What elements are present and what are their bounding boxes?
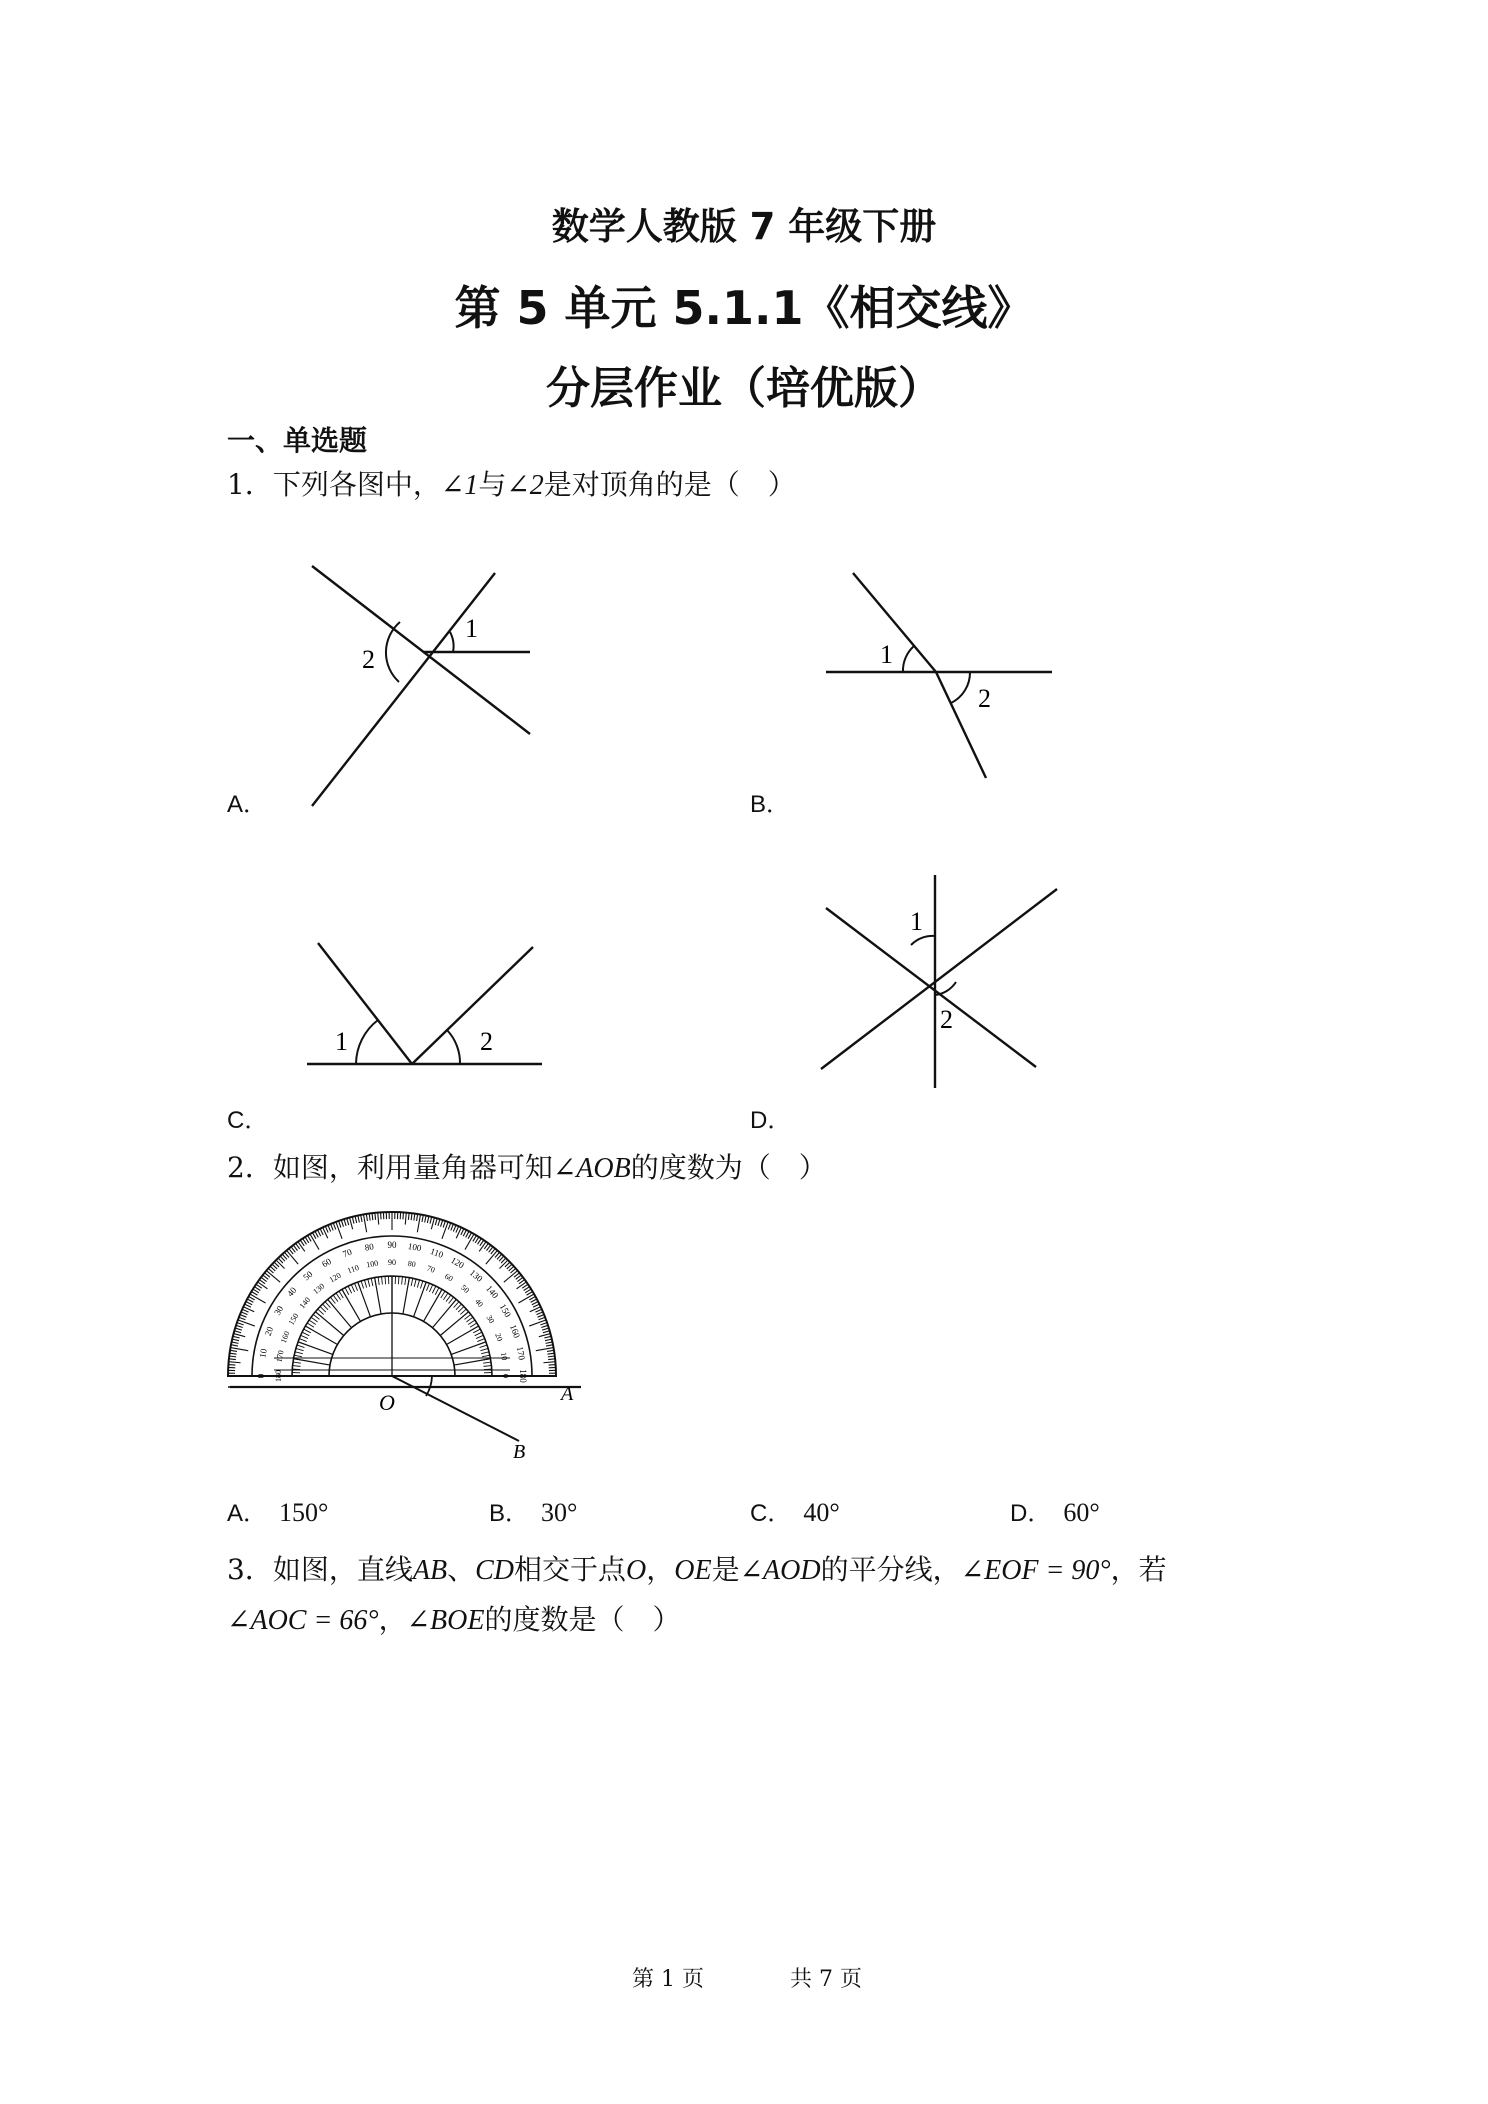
protractor-label-o: O (379, 1390, 395, 1415)
protractor-outer-tick-label: 150 (497, 1302, 514, 1319)
section-heading: 一、单选题 (227, 424, 368, 457)
protractor-inner-tick-label: 90 (388, 1257, 396, 1267)
q2-option-d-letter: D． (1010, 1500, 1052, 1527)
q2-option-b[interactable] (489, 1493, 577, 1528)
q3-text: 的平分线， (820, 1553, 961, 1586)
protractor-inner-tick-label: 80 (407, 1258, 417, 1270)
protractor-label-a: A (561, 1383, 574, 1405)
protractor-outer-tick-label: 140 (484, 1283, 501, 1301)
q2-option-c-value: 40° (803, 1498, 840, 1527)
q3-text: 是 (711, 1553, 740, 1586)
protractor-inner-tick-label: 20 (493, 1331, 505, 1343)
protractor-inner-tick-label: 150 (286, 1311, 301, 1327)
protractor-outer-tick-label: 120 (449, 1254, 466, 1271)
q3-ray-oe: OE (674, 1555, 712, 1586)
protractor-outer-tick-label: 10 (257, 1347, 269, 1359)
q3-text: ， (646, 1553, 675, 1586)
q2-option-c-letter: C． (750, 1500, 792, 1527)
q1-stem-b: 是对顶角的是（ ） (543, 468, 796, 501)
protractor-outer-tick-label: 180 (517, 1369, 528, 1383)
q2-stem-a: 如图，利用量角器可知 (272, 1151, 553, 1184)
q2-stem-b: 的度数为（ ） (630, 1151, 827, 1184)
protractor-inner-tick-label: 110 (346, 1262, 361, 1276)
protractor-outer-tick-label: 60 (320, 1256, 333, 1270)
protractor-inner-tick-label: 40 (473, 1296, 486, 1309)
protractor-outer-tick-label: 100 (407, 1240, 423, 1254)
protractor-outer-tick-label: 70 (341, 1246, 354, 1260)
fig-b-label-2: 2 (978, 684, 991, 713)
question-3-line-1 (227, 1550, 1167, 1591)
protractor-outer-tick-label: 40 (284, 1285, 299, 1299)
protractor-outer-tick-label: 160 (508, 1323, 523, 1340)
q2-option-d[interactable] (1010, 1493, 1100, 1528)
q2-protractor-figure (225, 1210, 585, 1465)
q1-figure-a (290, 550, 550, 820)
q2-option-b-value: 30° (541, 1498, 578, 1527)
footer-total-pages: 共 7 页 (790, 1967, 862, 1992)
q2-number: 2． (227, 1151, 273, 1184)
q1-mid: 与 (478, 468, 507, 501)
protractor-inner-tick-label: 0 (501, 1374, 511, 1378)
question-1 (227, 465, 796, 506)
q3-text: ，若 (1110, 1553, 1167, 1586)
q1-figure-d (815, 870, 1065, 1095)
q2-option-a-letter: A． (227, 1500, 268, 1527)
q1-option-b[interactable]: B． (750, 791, 791, 818)
q2-option-b-letter: B． (489, 1500, 530, 1527)
protractor-inner-tick-label: 60 (443, 1271, 455, 1284)
protractor-inner-tick-label: 10 (498, 1351, 510, 1361)
q2-angle: ∠AOB (552, 1153, 631, 1184)
fig-c-label-2: 2 (480, 1027, 493, 1056)
q2-option-c[interactable] (750, 1493, 840, 1528)
protractor-inner-tick-label: 140 (297, 1295, 313, 1311)
protractor-outer-tick-label: 80 (363, 1241, 375, 1253)
protractor-outer-tick-label: 20 (262, 1325, 276, 1338)
protractor-outer-tick-label: 130 (467, 1267, 485, 1284)
q1-option-d[interactable]: D． (750, 1107, 792, 1134)
protractor-outer-tick-label: 90 (387, 1240, 397, 1251)
q3-text: 的度数是（ ） (484, 1603, 681, 1636)
fig-a-label-2: 2 (362, 645, 375, 674)
protractor-inner-tick-label: 180 (273, 1370, 283, 1382)
protractor-inner-tick-label: 50 (459, 1282, 472, 1295)
q3-line-cd: CD (475, 1555, 514, 1586)
fig-d-label-1: 1 (910, 907, 923, 936)
fig-d-label-2: 2 (940, 1005, 953, 1034)
q1-stem-a: 下列各图中， (272, 468, 441, 501)
fig-c-label-1: 1 (335, 1027, 348, 1056)
footer-page-number: 第 1 页 (632, 1967, 704, 1992)
q3-number: 3． (227, 1553, 273, 1586)
doc-subtitle-2: 分层作业（培优版） (546, 363, 942, 414)
q3-point-o: O (626, 1555, 647, 1586)
q2-option-a-value: 150° (279, 1498, 329, 1527)
fig-b-label-1: 1 (880, 640, 893, 669)
protractor-outer-tick-label: 170 (514, 1345, 528, 1361)
protractor-inner-tick-label: 160 (278, 1329, 292, 1345)
protractor-inner-tick-label: 130 (311, 1281, 327, 1297)
question-2 (227, 1148, 827, 1189)
protractor-outer-tick-label: 110 (428, 1246, 445, 1260)
q3-text: 如图，直线 (272, 1553, 413, 1586)
q1-angle1: ∠1 (440, 470, 479, 501)
q1-figure-c (300, 930, 550, 1080)
q3-angle-eof: ∠EOF = 90° (960, 1555, 1111, 1586)
q3-text: ， (378, 1603, 407, 1636)
q1-option-a[interactable]: A． (227, 791, 268, 818)
q2-option-a[interactable] (227, 1493, 328, 1528)
protractor-outer-tick-label: 50 (301, 1268, 315, 1283)
q3-text: 相交于点 (513, 1553, 626, 1586)
protractor-inner-tick-label: 70 (425, 1263, 437, 1275)
q3-angle-boe: ∠BOE (406, 1605, 485, 1636)
q1-figure-b (810, 560, 1060, 790)
q3-text: 、 (447, 1553, 476, 1586)
q3-line-ab: AB (412, 1555, 448, 1586)
protractor-inner-tick-label: 100 (365, 1258, 379, 1270)
q3-angle-aod: ∠AOD (739, 1555, 821, 1586)
q2-option-d-value: 60° (1063, 1498, 1100, 1527)
doc-title: 数学人教版 7 年级下册 (551, 205, 937, 248)
protractor-outer-tick-label: 0 (256, 1373, 267, 1379)
protractor-label-b: B (513, 1441, 526, 1463)
q1-number: 1． (227, 468, 273, 501)
fig-a-label-1: 1 (465, 614, 478, 643)
doc-subtitle: 第 5 单元 5.1.1《相交线》 (454, 281, 1034, 335)
q1-option-c[interactable]: C． (227, 1107, 269, 1134)
protractor-inner-tick-label: 170 (274, 1349, 286, 1363)
protractor-inner-tick-label: 30 (484, 1313, 497, 1325)
protractor-outer-tick-label: 30 (272, 1304, 286, 1317)
q1-angle2: ∠2 (506, 470, 544, 501)
q3-angle-aoc: ∠AOC = 66° (227, 1605, 379, 1636)
protractor-inner-tick-label: 120 (327, 1270, 343, 1285)
question-3-line-2 (227, 1600, 680, 1641)
